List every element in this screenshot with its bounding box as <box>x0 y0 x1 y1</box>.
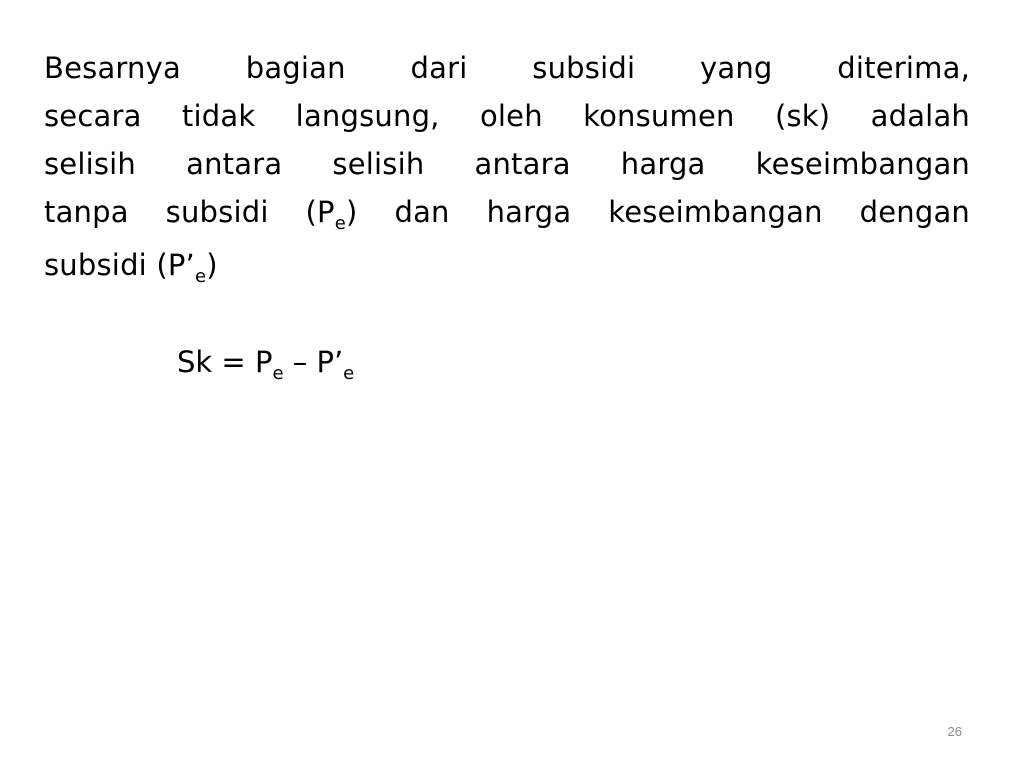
paragraph-line <box>44 241 970 294</box>
formula-lhs: Sk = P <box>177 345 273 379</box>
body-paragraph <box>44 44 970 294</box>
subscript: e <box>334 213 347 234</box>
paragraph-line: secara tidak langsung, oleh konsumen (sk) adalah <box>44 99 970 133</box>
paragraph-line <box>44 188 970 241</box>
page-number: 26 <box>947 724 962 739</box>
text-segment: tanpa subsidi (P <box>44 195 335 229</box>
subscript: e <box>194 266 207 287</box>
text-segment: ) dan harga keseimbangan dengan <box>346 195 970 229</box>
text-segment: ) <box>206 248 218 282</box>
subscript: e <box>272 363 284 384</box>
text-segment: subsidi (P’ <box>44 248 195 282</box>
formula <box>177 338 354 391</box>
paragraph-line: selisih antara selisih antara harga keseimbangan <box>44 147 970 181</box>
paragraph-line: Besarnya bagian dari subsidi yang diterima, <box>44 51 970 85</box>
subscript: e <box>343 363 355 384</box>
formula-mid: – P’ <box>283 345 344 379</box>
